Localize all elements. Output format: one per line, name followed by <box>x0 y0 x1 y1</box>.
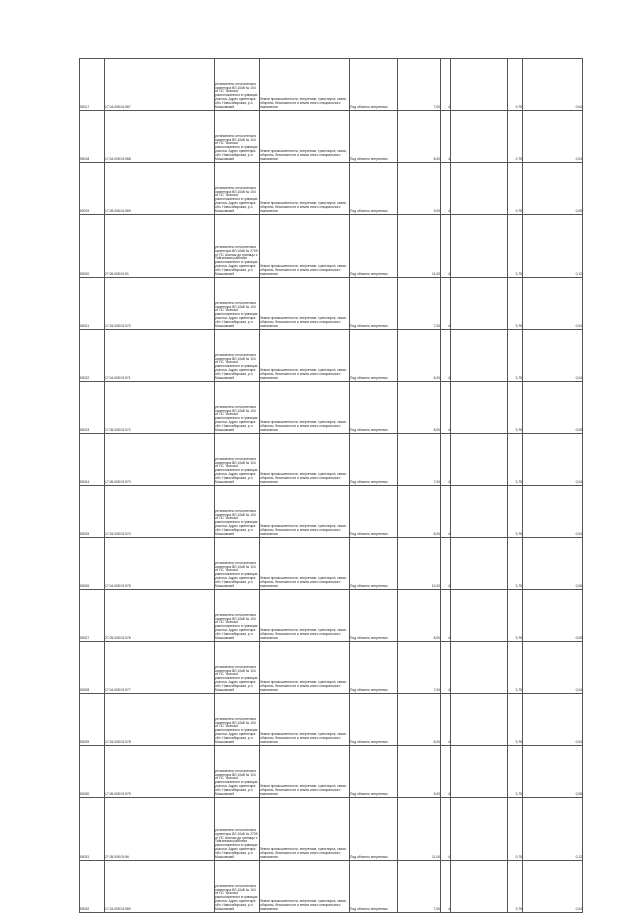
empty-cell <box>451 798 508 861</box>
rate-value: 4 <box>441 694 451 746</box>
table-row <box>80 590 583 642</box>
coefficient-value: 0,75 <box>508 694 523 746</box>
land-category: Земли промышленности, энергетики, транспорта, связи, обороны, безопасности и земли иного специального назначения <box>260 486 350 538</box>
empty-cell <box>451 111 508 163</box>
land-category: Земли промышленности, энергетики, транспорта, связи, обороны, безопасности и земли иного специального назначения <box>260 746 350 798</box>
table-row <box>80 434 583 486</box>
empty-cell <box>451 434 508 486</box>
location-description: установлено относительно ориентира ВЛ-10кВ № 104 от ПС "Агалаш" расположенного в границах участка. Адрес ориентира: обл. Новосибирская, р-н Мошковский <box>215 486 260 538</box>
land-category: Земли промышленности, энергетики, транспорта, связи, обороны, безопасности и земли иного специального назначения <box>260 798 350 861</box>
rate-value: 4 <box>441 798 451 861</box>
area-value: 7,00 <box>398 434 441 486</box>
sum-value: 0,04 <box>523 278 583 330</box>
area-value: 7,00 <box>398 59 441 111</box>
area-value: 7,00 <box>398 861 441 913</box>
cadastral-number: 27.05.005:01:976 <box>105 590 215 642</box>
coefficient-value: 0,75 <box>508 215 523 278</box>
coefficient-value: 0,75 <box>508 434 523 486</box>
location-description: установлено относительно ориентира ВЛ-10кВ № 104 от ПС "Агалаш" расположенного в границах участка. Адрес ориентира: обл. Новосибирская, р-н Мошковский <box>215 163 260 215</box>
empty-cell <box>451 642 508 694</box>
empty-cell <box>451 486 508 538</box>
empty-cell <box>451 59 508 111</box>
sum-value: 0,04 <box>523 434 583 486</box>
row-number: 50021 <box>80 278 105 330</box>
location-description: установлено относительно ориентира ВЛ-10кВ № 104 от ПС "Агалаш" расположенного в границах участка. Адрес ориентира: обл. Новосибирская, р-н Мошковский <box>215 278 260 330</box>
permitted-use: Под объекты энергетики <box>350 111 398 163</box>
permitted-use: Под объекты энергетики <box>350 694 398 746</box>
cadastral-number: 27.05.005:01:91 <box>105 215 215 278</box>
sum-value: 0,04 <box>523 330 583 382</box>
row-number: 50032 <box>80 861 105 913</box>
coefficient-value: 0,75 <box>508 163 523 215</box>
row-number: 50018 <box>80 111 105 163</box>
land-category: Земли промышленности, энергетики, транспорта, связи, обороны, безопасности и земли иного специального назначения <box>260 330 350 382</box>
rate-value: 4 <box>441 590 451 642</box>
cadastral-number: 17.04.005:01:971 <box>105 330 215 382</box>
permitted-use: Под объекты энергетики <box>350 486 398 538</box>
table-row <box>80 59 583 111</box>
row-number: 50024 <box>80 434 105 486</box>
empty-cell <box>451 278 508 330</box>
sum-value: 0,04 <box>523 59 583 111</box>
land-category: Земли промышленности, энергетики, транспорта, связи, обороны, безопасности и земли иного специального назначения <box>260 590 350 642</box>
location-description: установлено относительно ориентира ВЛ-10кВ № 104 от ПС "Агалаш" расположенного в границах участка. Адрес ориентира: обл. Новосибирская, р-н Мошковский <box>215 434 260 486</box>
row-number: 50028 <box>80 642 105 694</box>
sum-value: 0,04 <box>523 642 583 694</box>
cadastral-number: 17.05.005:01:979 <box>105 746 215 798</box>
location-description: установлено относительно ориентира ВЛ-10кВ № 104 от ПС "Агалаш" расположенного в границах участка. Адрес ориентира: обл. Новосибирская, р-н Мошковский <box>215 746 260 798</box>
coefficient-value: 0,75 <box>508 642 523 694</box>
table-row <box>80 382 583 434</box>
empty-cell <box>451 215 508 278</box>
table-row <box>80 642 583 694</box>
permitted-use: Под объекты энергетики <box>350 278 398 330</box>
location-description: установлено относительно ориентира ВЛ-10кВ № 104 от ПС "Агалаш" расположенного в границах участка. Адрес ориентира: обл. Новосибирская, р-н Мошковский <box>215 590 260 642</box>
coefficient-value: 0,75 <box>508 278 523 330</box>
rate-value: 4 <box>441 215 451 278</box>
permitted-use: Под объекты энергетики <box>350 590 398 642</box>
land-category: Земли промышленности, энергетики, транспорта, связи, обороны, безопасности и земли иного специального назначения <box>260 434 350 486</box>
cadastral-number: 17.04.005:01:970 <box>105 278 215 330</box>
row-number: 50020 <box>80 215 105 278</box>
land-category: Земли промышленности, энергетики, транспорта, связи, обороны, безопасности и земли иного специального назначения <box>260 278 350 330</box>
table-body <box>80 59 583 913</box>
rate-value: 4 <box>441 642 451 694</box>
rate-value: 4 <box>441 861 451 913</box>
coefficient-value: 0,75 <box>508 330 523 382</box>
land-category: Земли промышленности, энергетики, транспорта, связи, обороны, безопасности и земли иного специального назначения <box>260 694 350 746</box>
permitted-use: Под объекты энергетики <box>350 861 398 913</box>
location-description: установлено относительно ориентира ВЛ-10кВ № 104 от ПС "Агалаш" расположенного в границах участка. Адрес ориентира: обл. Новосибирская, р-н Мошковский <box>215 642 260 694</box>
rate-value: 4 <box>441 434 451 486</box>
empty-cell <box>451 590 508 642</box>
area-value: 9,00 <box>398 746 441 798</box>
cadastral-number: 17.04.005:01:968 <box>105 111 215 163</box>
coefficient-value: 0,75 <box>508 798 523 861</box>
cadastral-number: 17.05.005:01:969 <box>105 163 215 215</box>
land-plots-table <box>79 58 583 913</box>
rate-value: 4 <box>441 382 451 434</box>
location-description: установлено относительно ориентира ВЛ-10кВ № 104 от ПС "Агалаш" расположенного в границах участка. Адрес ориентира: обл. Новосибирская, р-н Мошковский <box>215 538 260 590</box>
land-category: Земли промышленности, энергетики, транспорта, связи, обороны, безопасности и земли иного специального назначения <box>260 538 350 590</box>
cadastral-number: 17.04.005:01:977 <box>105 642 215 694</box>
empty-cell <box>451 538 508 590</box>
table-row <box>80 486 583 538</box>
table-row <box>80 694 583 746</box>
area-value: 9,00 <box>398 163 441 215</box>
sum-value: 0,04 <box>523 486 583 538</box>
coefficient-value: 0,75 <box>508 861 523 913</box>
empty-cell <box>451 382 508 434</box>
permitted-use: Под объекты энергетики <box>350 798 398 861</box>
location-description: установлено относительно ориентира ВЛ-10кВ № 104 от ПС "Агалаш" расположенного в границах участка. Адрес ориентира: обл. Новосибирская, р-н Мошковский <box>215 59 260 111</box>
row-number: 50023 <box>80 382 105 434</box>
location-description: установлено относительно ориентира ВЛ-10кВ № 2709 от ПС Агалаш до границы с Тайгинским районом расположенного в границах участка. Адрес ориентира: обл. Новосибирская, р-н Мошковский <box>215 798 260 861</box>
sum-value: 0,12 <box>523 798 583 861</box>
cadastral-number: 17.04.005:01:975 <box>105 538 215 590</box>
coefficient-value: 0,75 <box>508 486 523 538</box>
row-number: 50026 <box>80 538 105 590</box>
table-row <box>80 278 583 330</box>
sum-value: 0,06 <box>523 538 583 590</box>
row-number: 50030 <box>80 746 105 798</box>
row-number: 50027 <box>80 590 105 642</box>
coefficient-value: 0,75 <box>508 59 523 111</box>
table-row <box>80 215 583 278</box>
row-number: 50031 <box>80 798 105 861</box>
empty-cell <box>451 694 508 746</box>
land-category: Земли промышленности, энергетики, транспорта, связи, обороны, безопасности и земли иного специального назначения <box>260 111 350 163</box>
sum-value: 0,05 <box>523 746 583 798</box>
area-value: 6,00 <box>398 694 441 746</box>
rate-value: 4 <box>441 486 451 538</box>
area-value: 6,00 <box>398 330 441 382</box>
rate-value: 4 <box>441 746 451 798</box>
rate-value: 4 <box>441 330 451 382</box>
coefficient-value: 0,75 <box>508 746 523 798</box>
permitted-use: Под объекты энергетики <box>350 538 398 590</box>
empty-cell <box>451 163 508 215</box>
area-value: 8,00 <box>398 590 441 642</box>
land-category: Земли промышленности, энергетики, транспорта, связи, обороны, безопасности и земли иного специального назначения <box>260 59 350 111</box>
permitted-use: Под объекты энергетики <box>350 746 398 798</box>
row-number: 50029 <box>80 694 105 746</box>
permitted-use: Под объекты энергетики <box>350 642 398 694</box>
permitted-use: Под объекты энергетики <box>350 434 398 486</box>
empty-cell <box>451 330 508 382</box>
area-value: 11,00 <box>398 215 441 278</box>
sum-value: 0,04 <box>523 861 583 913</box>
coefficient-value: 0,75 <box>508 538 523 590</box>
area-value: 7,00 <box>398 278 441 330</box>
permitted-use: Под объекты энергетики <box>350 330 398 382</box>
land-category: Земли промышленности, энергетики, транспорта, связи, обороны, безопасности и земли иного специального назначения <box>260 163 350 215</box>
coefficient-value: 0,75 <box>508 590 523 642</box>
land-category: Земли промышленности, энергетики, транспорта, связи, обороны, безопасности и земли иного специального назначения <box>260 382 350 434</box>
location-description: установлено относительно ориентира ВЛ-10кВ № 104 от ПС "Агалаш" расположенного в границах участка. Адрес ориентира: обл. Новосибирская, р-н Мошковский <box>215 861 260 913</box>
sum-value: 0,04 <box>523 694 583 746</box>
table-row <box>80 798 583 861</box>
location-description: установлено относительно ориентира ВЛ-10кВ № 104 от ПС "Агалаш" расположенного в границах участка. Адрес ориентира: обл. Новосибирская, р-н Мошковский <box>215 330 260 382</box>
rate-value: 4 <box>441 59 451 111</box>
empty-cell <box>451 746 508 798</box>
row-number: 50017 <box>80 59 105 111</box>
sum-value: 0,12 <box>523 215 583 278</box>
land-category: Земли промышленности, энергетики, транспорта, связи, обороны, безопасности и земли иного специального назначения <box>260 861 350 913</box>
coefficient-value: 0,75 <box>508 111 523 163</box>
area-value: 6,00 <box>398 486 441 538</box>
cadastral-number: 17.04.005:01:967 <box>105 59 215 111</box>
location-description: установлено относительно ориентира ВЛ-10кВ № 2709 от ПС Агалаш до границы с Тайгинским районом расположенного в границах участка. Адрес ориентира: обл. Новосибирская, р-н Мошковский <box>215 215 260 278</box>
coefficient-value: 0,75 <box>508 382 523 434</box>
sum-value: 0,05 <box>523 163 583 215</box>
permitted-use: Под объекты энергетики <box>350 215 398 278</box>
cadastral-number: 17.04.005:01:978 <box>105 694 215 746</box>
area-value: 8,00 <box>398 382 441 434</box>
permitted-use: Под объекты энергетики <box>350 163 398 215</box>
permitted-use: Под объекты энергетики <box>350 382 398 434</box>
table-row <box>80 111 583 163</box>
table-row <box>80 538 583 590</box>
rate-value: 4 <box>441 163 451 215</box>
table-row <box>80 746 583 798</box>
rate-value: 4 <box>441 111 451 163</box>
table-row <box>80 330 583 382</box>
land-category: Земли промышленности, энергетики, транспорта, связи, обороны, безопасности и земли иного специального назначения <box>260 642 350 694</box>
cadastral-number: 17.04.005:01:980 <box>105 861 215 913</box>
sum-value: 0,05 <box>523 382 583 434</box>
row-number: 50025 <box>80 486 105 538</box>
rate-value: 4 <box>441 278 451 330</box>
area-value: 10,00 <box>398 538 441 590</box>
row-number: 50022 <box>80 330 105 382</box>
area-value: 7,00 <box>398 642 441 694</box>
permitted-use: Под объекты энергетики <box>350 59 398 111</box>
land-category: Земли промышленности, энергетики, транспорта, связи, обороны, безопасности и земли иного специального назначения <box>260 215 350 278</box>
location-description: установлено относительно ориентира ВЛ-10кВ № 104 от ПС "Агалаш" расположенного в границах участка. Адрес ориентира: обл. Новосибирская, р-н Мошковский <box>215 694 260 746</box>
sum-value: 0,05 <box>523 590 583 642</box>
cadastral-number: 27.05.005:01:96 <box>105 798 215 861</box>
location-description: установлено относительно ориентира ВЛ-10кВ № 104 от ПС "Агалаш" расположенного в границах участка. Адрес ориентира: обл. Новосибирская, р-н Мошковский <box>215 382 260 434</box>
cadastral-number: 17.05.005:01:973 <box>105 434 215 486</box>
area-value: 6,00 <box>398 111 441 163</box>
cadastral-number: 17.04.005:01:974 <box>105 486 215 538</box>
location-description: установлено относительно ориентира ВЛ-10кВ № 104 от ПС "Агалаш" расположенного в границах участка. Адрес ориентира: обл. Новосибирская, р-н Мошковский <box>215 111 260 163</box>
rate-value: 4 <box>441 538 451 590</box>
sum-value: 0,04 <box>523 111 583 163</box>
table-row <box>80 163 583 215</box>
row-number: 50019 <box>80 163 105 215</box>
cadastral-number: 17.05.005:01:972 <box>105 382 215 434</box>
area-value: 11,00 <box>398 798 441 861</box>
